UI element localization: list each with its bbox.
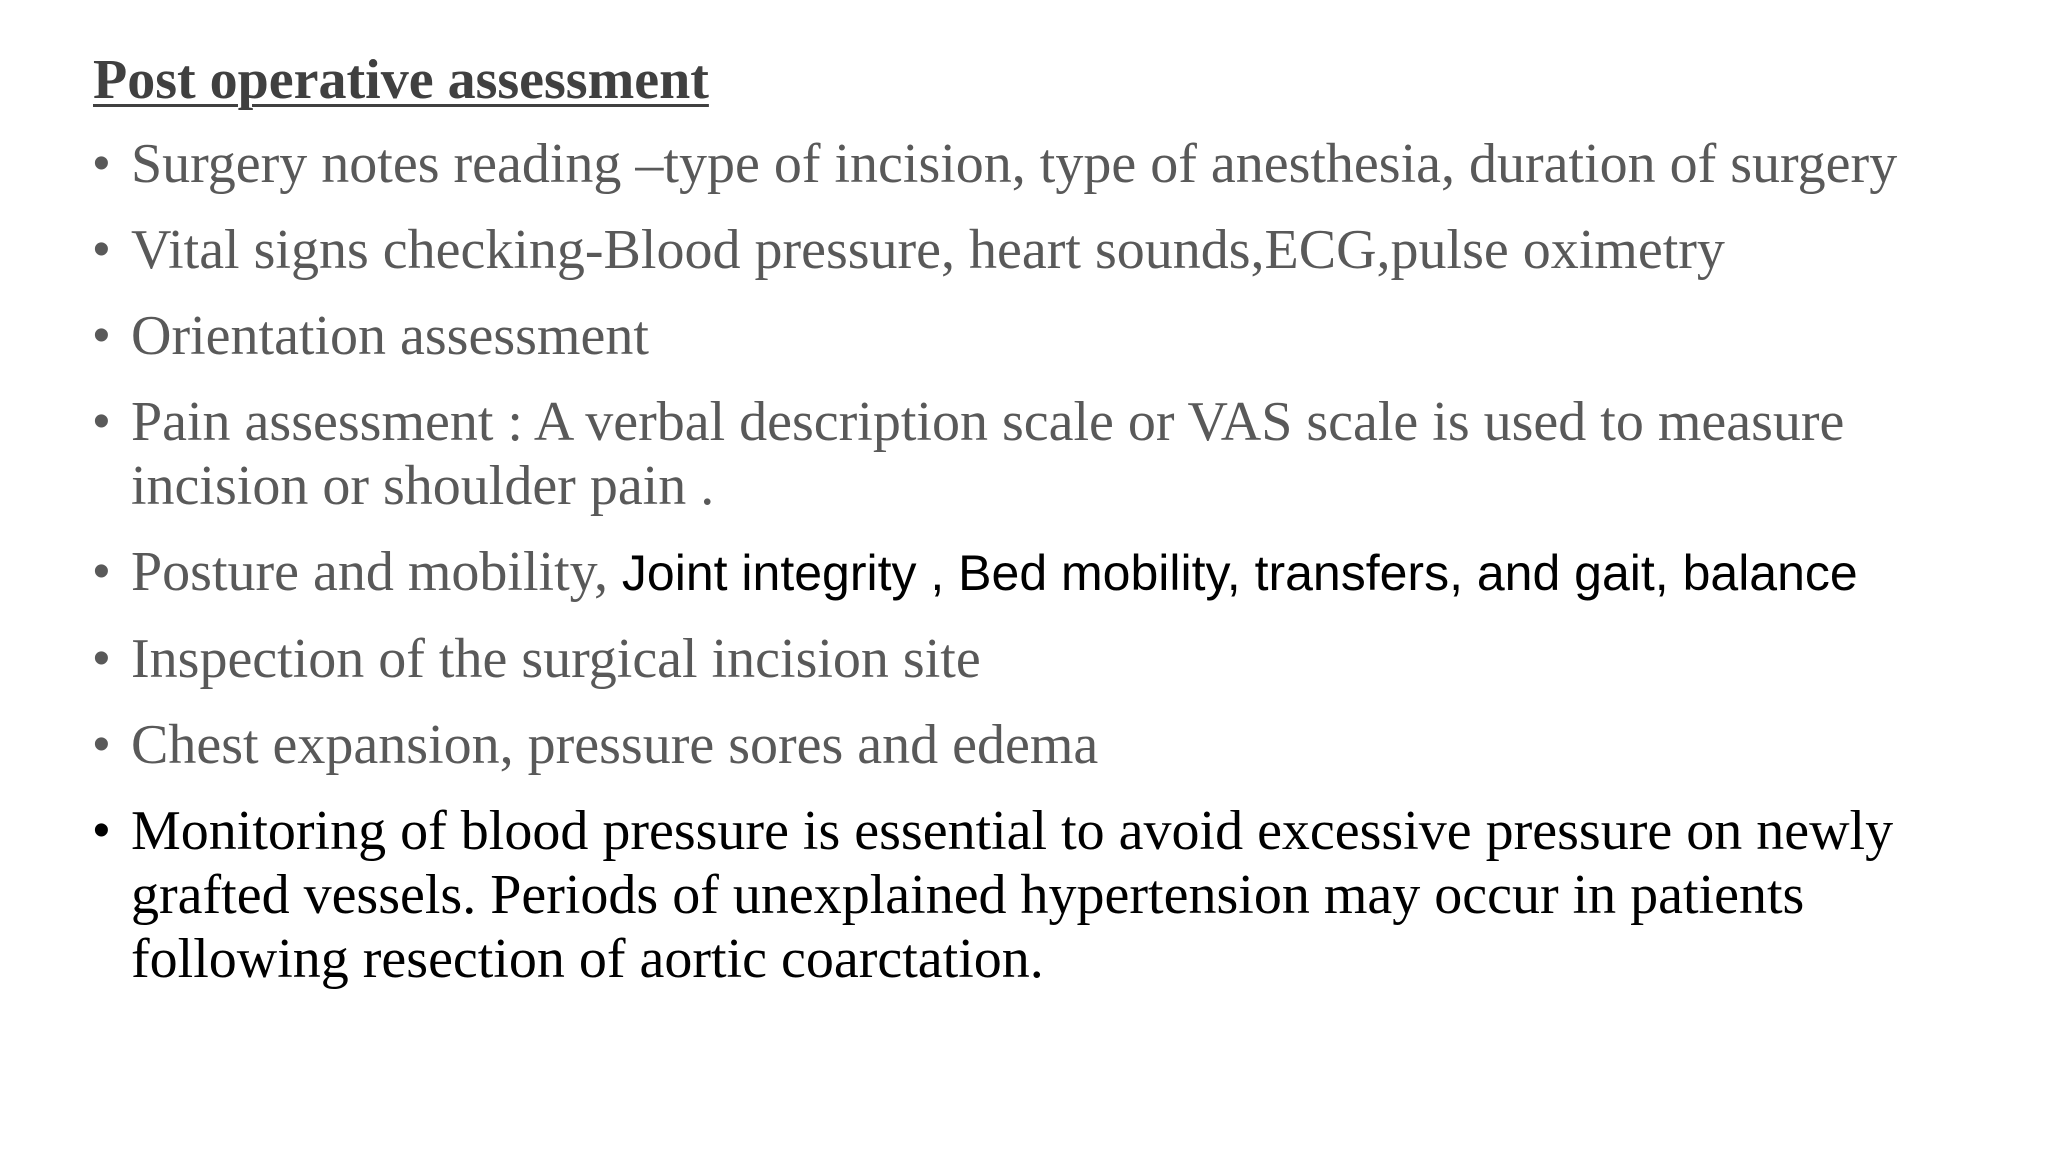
bullet-item-vital-signs — [93, 218, 2003, 282]
bullet-icon: • — [93, 718, 110, 771]
bullet-text: Inspection of the surgical incision site — [131, 628, 981, 690]
bullet-icon: • — [93, 804, 110, 857]
bullet-item-orientation — [93, 304, 2003, 368]
bullet-item-bp-monitoring — [93, 799, 2003, 991]
bullet-icon: • — [93, 632, 110, 685]
bullet-icon: • — [93, 223, 110, 276]
bullet-text: Vital signs checking-Blood pressure, heart sounds,ECG,pulse oximetry — [131, 219, 1725, 281]
bullet-icon: • — [93, 137, 110, 190]
bullet-text: Pain assessment : A verbal description scale or VAS scale is used to measure incision or shoulder pain . — [131, 391, 1845, 517]
bullet-item-surgery-notes — [93, 132, 2003, 196]
bullet-icon: • — [93, 309, 110, 362]
bullet-text: Monitoring of blood pressure is essential to avoid excessive pressure on newly grafted vessels. Periods of unexplained hypertension may occur in patients following resection of aortic coarctation. — [131, 800, 1894, 990]
bullet-text: Surgery notes reading –type of incision, type of anesthesia, duration of surgery — [131, 133, 1898, 195]
bullet-text: Posture and mobility, — [131, 541, 609, 603]
bullet-icon: • — [93, 395, 110, 448]
bullet-list — [93, 132, 2003, 1013]
bullet-item-incision-inspection — [93, 627, 2003, 691]
bullet-item-pain-assessment — [93, 390, 2003, 518]
bullet-item-posture-mobility — [93, 540, 2003, 605]
slide-title: Post operative assessment — [93, 49, 709, 111]
bullet-item-chest-expansion — [93, 713, 2003, 777]
bullet-text: Orientation assessment — [131, 305, 649, 367]
bullet-icon: • — [93, 545, 110, 598]
bullet-text-sans: Joint integrity , Bed mobility, transfers, and gait, balance — [608, 545, 1858, 601]
bullet-text: Chest expansion, pressure sores and edema — [131, 714, 1099, 776]
